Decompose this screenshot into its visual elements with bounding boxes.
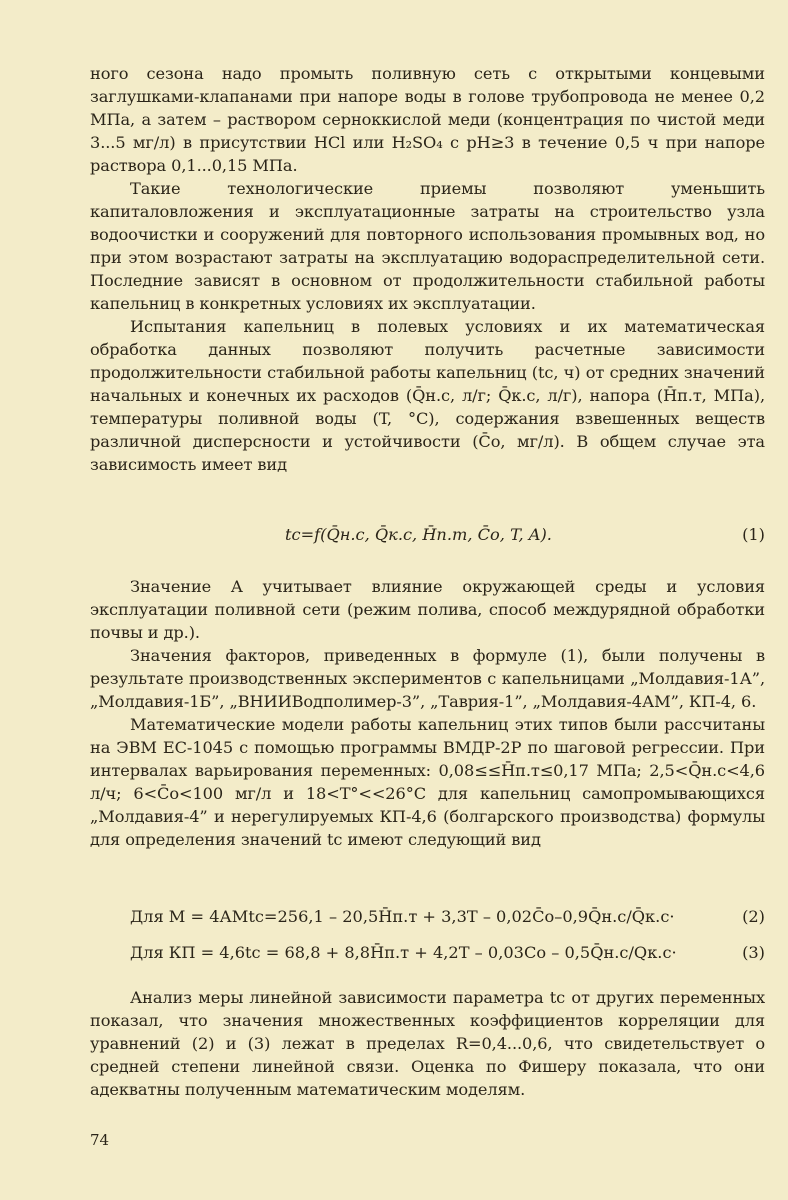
formula-2-number: (2)	[742, 907, 765, 926]
paragraph-technological-methods: Такие технологические приемы позволяют уменьшить капиталовложения и эксплуатационные затраты на строительство узла водоочистки и сооружений для повторного использования промывных вод, но при этом возрастают затраты на эксплуатацию водораспределительной сети. Последние зависят в основном от продолжительности стабильной работы капельниц в конкретных условиях их эксплуатации.	[90, 179, 765, 313]
paragraph-factor-values: Значения факторов, приведенных в формуле (1), были получены в результате производственных экспериментов с капельницами „Молдавия-1А”, „Молдавия-1Б”, „ВНИИВодполимер-3”, „Таврия-1”, „Молдавия-4АМ”, КП-4, 6.	[90, 646, 765, 711]
formula-1-expression: tс=f(Q̄н.с, Q̄к.с, H̄п.т, C̄о, T, A).	[285, 525, 552, 544]
paragraph-analysis: Анализ меры линейной зависимости параметра tс от других переменных показал, что значения множественных коэффициентов корреляции для уравнений (2) и (3) лежат в пределах R=0,4...0,6, что свидетельствует о средней степени линейной связи. Оценка по Фишеру показала, что они адекватны полученным математическим моделям.	[90, 988, 765, 1099]
paragraph-field-tests: Испытания капельниц в полевых условиях и их математическая обработка данных позволяют получить расчетные зависимости продолжительности стабильной работы капельниц (tс, ч) от средних значений начальных и конечных их расходов (Q̄н.с, л/г; Q̄к.с, л/г), напора (H̄п.т, МПа), температуры поливной воды (T, °C), содержания взвешенных веществ различной дисперсности и устойчивости (C̄о, мг/л). В общем случае эта зависимость имеет вид	[90, 317, 765, 474]
formula-3-expression: Для КП = 4,6tс = 68,8 + 8,8H̄п.т + 4,2T – 0,03Cо – 0,5Q̄н.с/Qк.с·	[130, 943, 677, 962]
page-number: 74	[90, 1131, 110, 1149]
formula-1-number: (1)	[742, 525, 765, 544]
text-block-bottom	[90, 986, 765, 1101]
formula-3-number: (3)	[742, 943, 765, 962]
text-block-middle	[90, 575, 765, 851]
formula-2-expression: Для М = 4АМtс=256,1 – 20,5H̄п.т + 3,3T – 0,02C̄о–0,9Q̄н.с/Q̄к.с·	[130, 907, 675, 926]
paragraph-math-models: Математические модели работы капельниц этих типов были рассчитаны на ЭВМ ЕС-1045 с помощью программы ВМДР-2Р по шаговой регрессии. При интервалах варьирования переменных: 0,08≤≤H̄п.т≤0,17 МПа; 2,5<Q̄н.с<4,6 л/ч; 6<C̄о<100 мг/л и 18<T°<<26°C для капельниц самопромывающихся „Молдавия-4” и нерегулируемых КП-4,6 (болгарского производства) формулы для определения значений tс имеют следующий вид	[90, 715, 765, 849]
formula-2	[90, 904, 765, 930]
paragraph-continuation: ного сезона надо промыть поливную сеть с открытыми концевыми заглушками-клапанами при напоре воды в голове трубопровода не менее 0,2 МПа, а затем – раствором серноккислой меди (концентрация по чистой меди 3...5 мг/л) в присутствии HCl или H₂SO₄ с pH≥3 в течение 0,5 ч при напоре раствора 0,1...0,15 МПа.	[90, 64, 765, 175]
formula-1	[90, 522, 765, 548]
text-block-top	[90, 62, 765, 476]
paragraph-value-a: Значение A учитывает влияние окружающей среды и условия эксплуатации поливной сети (режим полива, способ междурядной обработки почвы и др.).	[90, 577, 765, 642]
formula-3	[90, 940, 765, 966]
